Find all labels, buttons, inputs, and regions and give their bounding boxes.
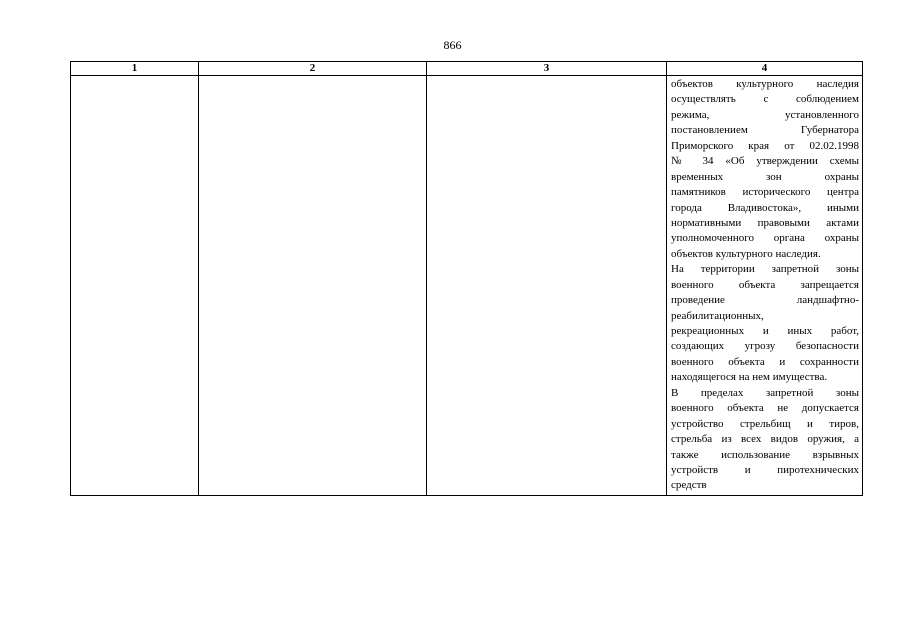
text-line: военного объекта не допускается <box>671 402 859 415</box>
text-line: реабилитационных, <box>671 309 764 322</box>
text-line: объектов культурного наследия <box>671 78 859 90</box>
text-line: проведение ландшафтно- <box>671 294 859 307</box>
text-line: объектов культурного наследия. <box>671 247 821 260</box>
text-line: режима, установленного <box>671 108 859 121</box>
text-line: устройство стрельбищ и тиров, <box>671 417 859 430</box>
text-line: уполномоченного органа охраны <box>671 232 859 245</box>
text-line: памятников исторического центра <box>671 186 859 199</box>
table-cell-col1 <box>71 76 199 496</box>
table-cell-col3 <box>427 76 667 496</box>
text-line: также использование взрывных <box>671 448 859 461</box>
text-line: временных зон охраны <box>671 170 859 183</box>
text-line: осуществлять с соблюдением <box>671 93 859 106</box>
column-header-2: 2 <box>199 62 427 76</box>
text-line: находящегося на нем имущества. <box>671 371 828 384</box>
table-cell-col2 <box>199 76 427 496</box>
page-number: 866 <box>443 38 462 52</box>
column-header-1: 1 <box>71 62 199 76</box>
text-line: Приморского края от 02.02.1998 <box>671 139 859 152</box>
text-line: постановлением Губернатора <box>671 124 859 137</box>
text-line: № 34 «Об утверждении схемы <box>671 155 859 168</box>
text-line: средств <box>671 479 707 492</box>
table-row <box>71 76 863 496</box>
text-line: военного объекта запрещается <box>671 278 859 291</box>
text-line: устройств и пиротехнических <box>671 463 859 476</box>
text-line: стрельба из всех видов оружия, а <box>671 433 859 446</box>
text-line: нормативными правовыми актами <box>671 216 859 229</box>
column-header-4: 4 <box>667 62 863 76</box>
table-header-row <box>71 62 863 76</box>
text-line: В пределах запретной зоны <box>671 386 859 399</box>
text-line: создающих угрозу безопасности <box>671 340 859 353</box>
text-line: города Владивостока», иными <box>671 201 859 214</box>
text-line: На территории запретной зоны <box>671 263 859 276</box>
text-line: рекреационных и иных работ, <box>671 325 859 337</box>
column-header-3: 3 <box>427 62 667 76</box>
text-line: военного объекта и сохранности <box>671 355 859 368</box>
regulation-table <box>70 61 863 496</box>
table-cell-col4 <box>667 76 863 496</box>
